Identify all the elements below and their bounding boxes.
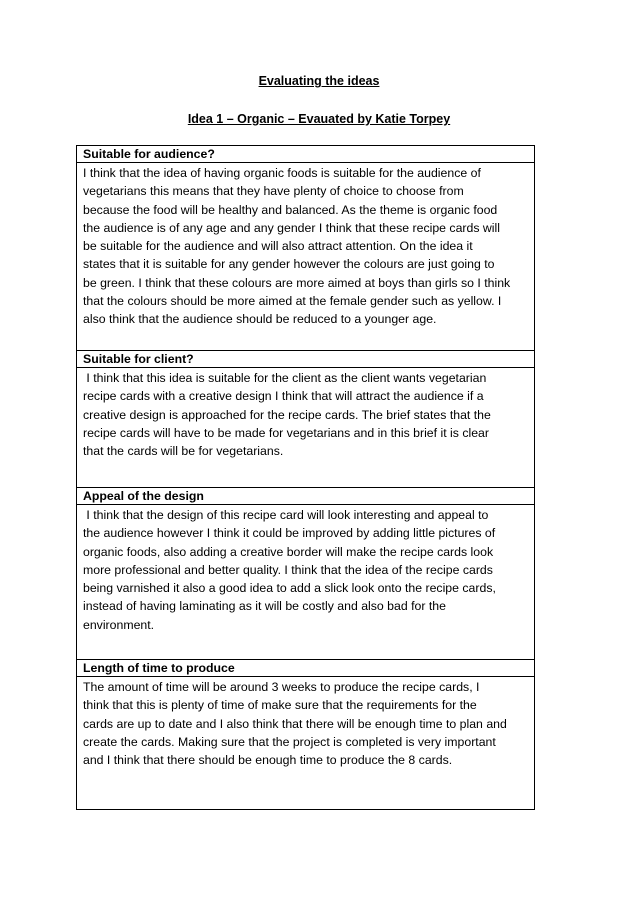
production-time-body: The amount of time will be around 3 weeks to produce the recipe cards, I think that this is plenty of time of make sure that the requirements for the cards are up to date and I also think that there will be enough time to plan and create the cards. Making sure that the project is completed is very important and I think that there should be enough time to produce the 8 cards.: [83, 680, 507, 768]
design-appeal-heading: Appeal of the design: [77, 488, 534, 505]
design-appeal-body: I think that the design of this recipe card will look interesting and appeal to the audience however I think it could be improved by adding little pictures of organic foods, also adding a creative border will make the recipe cards look more professional and better quality. I think that the idea of the recipe cards being varnished it also a good idea to add a slick look onto the recipe cards, instead of having laminating as it will be costly and also bad for the environment.: [77, 505, 534, 660]
client-heading: Suitable for client?: [77, 351, 534, 368]
page-subtitle: Idea 1 – Organic – Evauated by Katie Torpey: [187, 112, 451, 126]
audience-heading: Suitable for audience?: [77, 146, 534, 163]
production-time-heading: Length of time to produce: [77, 660, 534, 677]
client-body: I think that this idea is suitable for the client as the client wants vegetarian recipe cards with a creative design I think that will attract the audience if a creative design is approached for the recipe cards. The brief states that the recipe cards will have to be made for vegetarians and in this brief it is clear that the cards will be for vegetarians.: [77, 368, 534, 488]
page-title: Evaluating the ideas: [258, 74, 380, 88]
audience-body: I think that the idea of having organic foods is suitable for the audience of vegetarians this means that they have plenty of choice to choose from because the food will be healthy and balanced. As the theme is organic food the audience is of any age and any gender I think that these recipe cards will be suitable for the audience and will also attract attention. On the idea it states that it is suitable for any gender however the colours are just going to be green. I think that these colours are more aimed at boys than girls so I think that the colours should be more aimed at the female gender such as yellow. I also think that the audience should be reduced to a younger age.: [77, 163, 534, 351]
evaluation-table: [76, 145, 535, 810]
